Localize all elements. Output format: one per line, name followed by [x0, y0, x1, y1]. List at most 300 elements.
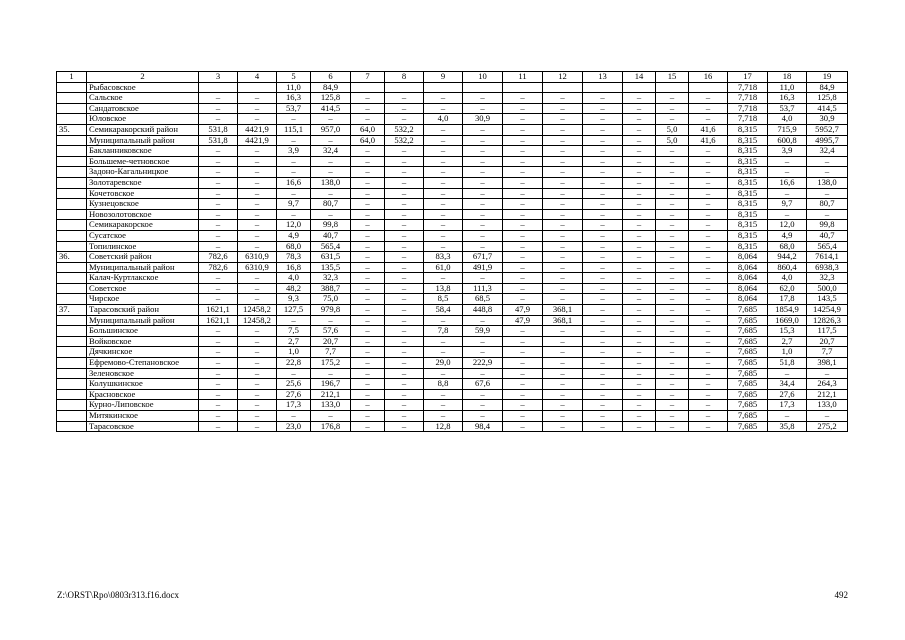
- row-label: Войковское: [87, 336, 199, 347]
- table-cell: 6938,3: [807, 262, 848, 273]
- table-cell: 30,9: [807, 114, 848, 125]
- row-label: Сандатовское: [87, 103, 199, 114]
- table-cell: –: [311, 156, 351, 167]
- table-cell: –: [199, 199, 238, 210]
- table-cell: 8,315: [728, 146, 768, 157]
- table-cell: –: [623, 124, 656, 135]
- table-cell: –: [656, 273, 689, 284]
- table-cell: –: [656, 220, 689, 231]
- table-cell: –: [689, 220, 728, 231]
- table-cell: 491,9: [463, 262, 503, 273]
- table-cell: 75,0: [311, 294, 351, 305]
- table-cell: –: [689, 400, 728, 411]
- table-cell: –: [768, 188, 807, 199]
- column-header: 4: [238, 72, 277, 83]
- table-cell: 37.: [57, 305, 87, 316]
- table-cell: 7,718: [728, 93, 768, 104]
- table-cell: –: [351, 411, 385, 422]
- table-cell: –: [238, 114, 277, 125]
- table-cell: 7,685: [728, 379, 768, 390]
- table-cell: 20,7: [311, 336, 351, 347]
- table-cell: –: [277, 368, 311, 379]
- table-cell: –: [689, 294, 728, 305]
- table-cell: –: [277, 135, 311, 146]
- table-cell: 14254,9: [807, 305, 848, 316]
- table-cell: –: [543, 167, 583, 178]
- table-cell: –: [199, 220, 238, 231]
- table-row: [57, 146, 848, 157]
- table-cell: 4421,9: [238, 124, 277, 135]
- table-cell: –: [623, 389, 656, 400]
- table-cell: –: [199, 283, 238, 294]
- row-label: Топилинское: [87, 241, 199, 252]
- table-cell: 8,5: [424, 294, 463, 305]
- column-header: 1: [57, 72, 87, 83]
- table-cell: –: [238, 283, 277, 294]
- table-cell: –: [424, 156, 463, 167]
- table-cell: –: [583, 411, 623, 422]
- table-cell: –: [583, 199, 623, 210]
- table-cell: 4,0: [768, 114, 807, 125]
- table-cell: –: [503, 262, 543, 273]
- table-cell: 99,8: [807, 220, 848, 231]
- table-cell: [57, 220, 87, 231]
- table-cell: –: [656, 177, 689, 188]
- table-cell: 12,8: [424, 421, 463, 432]
- table-cell: 2,7: [768, 336, 807, 347]
- table-cell: –: [238, 230, 277, 241]
- table-cell: –: [689, 262, 728, 273]
- table-cell: 16,3: [768, 93, 807, 104]
- table-cell: –: [424, 103, 463, 114]
- table-cell: 388,7: [311, 283, 351, 294]
- table-cell: 196,7: [311, 379, 351, 390]
- table-cell: –: [238, 146, 277, 157]
- table-cell: –: [623, 93, 656, 104]
- table-cell: –: [689, 199, 728, 210]
- table-cell: 7,5: [277, 326, 311, 337]
- table-cell: –: [277, 315, 311, 326]
- table-cell: 67,6: [463, 379, 503, 390]
- table-cell: –: [463, 315, 503, 326]
- table-cell: 8,315: [728, 177, 768, 188]
- table-cell: –: [656, 400, 689, 411]
- table-cell: –: [656, 209, 689, 220]
- table-cell: 32,3: [807, 273, 848, 284]
- table-cell: –: [656, 230, 689, 241]
- table-cell: 8,315: [728, 220, 768, 231]
- table-cell: 11,0: [768, 82, 807, 93]
- row-label: Муниципальный район: [87, 135, 199, 146]
- table-cell: –: [623, 103, 656, 114]
- table-cell: –: [503, 389, 543, 400]
- table-cell: [57, 326, 87, 337]
- table-row: [57, 294, 848, 305]
- table-cell: –: [656, 103, 689, 114]
- table-cell: 7,685: [728, 336, 768, 347]
- table-cell: 40,7: [311, 230, 351, 241]
- table-cell: 143,5: [807, 294, 848, 305]
- table-cell: –: [311, 209, 351, 220]
- table-cell: –: [583, 326, 623, 337]
- table-cell: –: [543, 347, 583, 358]
- table-cell: [57, 167, 87, 178]
- table-cell: [57, 273, 87, 284]
- table-cell: [57, 336, 87, 347]
- table-cell: 32,4: [311, 146, 351, 157]
- table-cell: –: [768, 368, 807, 379]
- table-cell: –: [351, 421, 385, 432]
- table-cell: 671,7: [463, 252, 503, 263]
- table-cell: –: [689, 336, 728, 347]
- table-cell: –: [238, 177, 277, 188]
- table-cell: –: [807, 167, 848, 178]
- table-row: [57, 411, 848, 422]
- table-cell: [385, 82, 424, 93]
- row-label: Ефремово-Степановское: [87, 358, 199, 369]
- column-header: 10: [463, 72, 503, 83]
- table-cell: –: [543, 411, 583, 422]
- table-cell: –: [583, 283, 623, 294]
- table-cell: –: [463, 93, 503, 104]
- table-row: [57, 82, 848, 93]
- table-cell: –: [689, 305, 728, 316]
- table-cell: –: [351, 389, 385, 400]
- table-cell: –: [385, 252, 424, 263]
- table-cell: –: [543, 135, 583, 146]
- table-cell: –: [351, 177, 385, 188]
- table-cell: 4,9: [768, 230, 807, 241]
- table-cell: 59,9: [463, 326, 503, 337]
- table-cell: 135,5: [311, 262, 351, 273]
- table-cell: 17,3: [768, 400, 807, 411]
- table-cell: 5,0: [656, 124, 689, 135]
- table-cell: –: [463, 124, 503, 135]
- table-cell: –: [623, 315, 656, 326]
- table-cell: –: [543, 93, 583, 104]
- row-label: Задоно-Кагальницкое: [87, 167, 199, 178]
- table-cell: –: [623, 199, 656, 210]
- table-cell: –: [424, 146, 463, 157]
- table-cell: –: [351, 156, 385, 167]
- table-cell: –: [503, 411, 543, 422]
- row-label: Тарасовский район: [87, 305, 199, 316]
- table-cell: 7,718: [728, 82, 768, 93]
- table-cell: –: [424, 209, 463, 220]
- table-cell: –: [583, 358, 623, 369]
- table-cell: –: [583, 262, 623, 273]
- table-cell: 448,8: [463, 305, 503, 316]
- table-cell: –: [656, 389, 689, 400]
- column-header: 13: [583, 72, 623, 83]
- table-cell: –: [199, 421, 238, 432]
- table-cell: –: [543, 389, 583, 400]
- table-cell: 7,685: [728, 358, 768, 369]
- table-cell: 631,5: [311, 252, 351, 263]
- table-cell: –: [623, 294, 656, 305]
- table-cell: –: [656, 188, 689, 199]
- row-label: Семикаракорский район: [87, 124, 199, 135]
- row-label: Кузнецовское: [87, 199, 199, 210]
- table-cell: –: [238, 188, 277, 199]
- table-row: [57, 135, 848, 146]
- table-cell: –: [503, 283, 543, 294]
- table-cell: 115,1: [277, 124, 311, 135]
- table-cell: –: [543, 421, 583, 432]
- row-label: Чирское: [87, 294, 199, 305]
- table-cell: 7,685: [728, 389, 768, 400]
- table-cell: 7,718: [728, 103, 768, 114]
- table-cell: –: [385, 241, 424, 252]
- table-row: [57, 326, 848, 337]
- column-header: 11: [503, 72, 543, 83]
- table-cell: –: [385, 188, 424, 199]
- table-cell: –: [689, 103, 728, 114]
- table-cell: –: [689, 209, 728, 220]
- table-cell: –: [463, 241, 503, 252]
- table-cell: –: [503, 294, 543, 305]
- table-cell: –: [768, 411, 807, 422]
- table-cell: 11,0: [277, 82, 311, 93]
- table-cell: 782,6: [199, 252, 238, 263]
- table-cell: –: [503, 146, 543, 157]
- table-cell: –: [351, 262, 385, 273]
- row-label: Тарасовское: [87, 421, 199, 432]
- table-cell: 4995,7: [807, 135, 848, 146]
- table-cell: 20,7: [807, 336, 848, 347]
- table-cell: 175,2: [311, 358, 351, 369]
- table-cell: 41,6: [689, 124, 728, 135]
- table-cell: 133,0: [807, 400, 848, 411]
- table-cell: –: [543, 146, 583, 157]
- table-cell: –: [543, 114, 583, 125]
- table-cell: 47,9: [503, 315, 543, 326]
- table-row: [57, 315, 848, 326]
- table-cell: –: [424, 230, 463, 241]
- table-cell: 368,1: [543, 305, 583, 316]
- table-row: [57, 93, 848, 104]
- table-cell: –: [199, 347, 238, 358]
- table-cell: 500,0: [807, 283, 848, 294]
- table-cell: –: [385, 146, 424, 157]
- table-cell: 531,8: [199, 124, 238, 135]
- table-cell: –: [351, 241, 385, 252]
- table-cell: –: [311, 368, 351, 379]
- table-cell: –: [463, 389, 503, 400]
- table-cell: 8,315: [728, 188, 768, 199]
- table-cell: 1621,1: [199, 305, 238, 316]
- column-header: 16: [689, 72, 728, 83]
- table-cell: 222,9: [463, 358, 503, 369]
- table-cell: –: [583, 273, 623, 284]
- table-cell: –: [503, 177, 543, 188]
- table-cell: –: [424, 135, 463, 146]
- table-row: [57, 103, 848, 114]
- table-row: [57, 241, 848, 252]
- table-cell: 4,0: [277, 273, 311, 284]
- table-cell: 264,3: [807, 379, 848, 390]
- table-cell: 16,6: [768, 177, 807, 188]
- table-cell: 7,8: [424, 326, 463, 337]
- table-cell: –: [277, 188, 311, 199]
- table-cell: –: [385, 103, 424, 114]
- table-cell: –: [463, 230, 503, 241]
- table-cell: 22,8: [277, 358, 311, 369]
- table-cell: –: [503, 135, 543, 146]
- table-cell: –: [503, 241, 543, 252]
- table-cell: –: [503, 93, 543, 104]
- table-cell: [57, 114, 87, 125]
- column-header: 5: [277, 72, 311, 83]
- table-cell: –: [583, 368, 623, 379]
- table-cell: 83,3: [424, 252, 463, 263]
- table-cell: –: [503, 230, 543, 241]
- table-cell: –: [689, 156, 728, 167]
- table-cell: –: [623, 252, 656, 263]
- column-header: 2: [87, 72, 199, 83]
- table-cell: 27,6: [277, 389, 311, 400]
- table-cell: [623, 82, 656, 93]
- table-cell: –: [583, 103, 623, 114]
- table-cell: –: [583, 294, 623, 305]
- table-cell: –: [385, 262, 424, 273]
- table-cell: [57, 135, 87, 146]
- table-cell: 1,0: [768, 347, 807, 358]
- table-cell: 212,1: [807, 389, 848, 400]
- table-cell: –: [385, 220, 424, 231]
- table-cell: –: [385, 177, 424, 188]
- table-cell: –: [689, 93, 728, 104]
- table-cell: –: [583, 220, 623, 231]
- table-cell: –: [199, 273, 238, 284]
- table-cell: [57, 421, 87, 432]
- table-cell: 7,685: [728, 421, 768, 432]
- table-cell: –: [199, 146, 238, 157]
- table-cell: 80,7: [807, 199, 848, 210]
- table-cell: [57, 294, 87, 305]
- table-cell: 3,9: [768, 146, 807, 157]
- table-cell: –: [583, 93, 623, 104]
- table-cell: –: [238, 421, 277, 432]
- table-row: [57, 252, 848, 263]
- table-cell: [583, 82, 623, 93]
- table-cell: –: [689, 368, 728, 379]
- table-cell: –: [656, 262, 689, 273]
- table-cell: –: [543, 209, 583, 220]
- table-cell: –: [623, 347, 656, 358]
- table-cell: –: [463, 146, 503, 157]
- table-row: [57, 400, 848, 411]
- table-cell: –: [656, 379, 689, 390]
- table-cell: –: [199, 358, 238, 369]
- table-row: [57, 305, 848, 316]
- table-cell: –: [623, 400, 656, 411]
- table-cell: –: [277, 156, 311, 167]
- table-cell: 8,315: [728, 124, 768, 135]
- table-cell: 7,685: [728, 305, 768, 316]
- table-cell: [57, 230, 87, 241]
- table-cell: 99,8: [311, 220, 351, 231]
- table-cell: –: [385, 156, 424, 167]
- table-cell: –: [583, 252, 623, 263]
- table-cell: 68,0: [768, 241, 807, 252]
- table-cell: 860,4: [768, 262, 807, 273]
- table-cell: –: [543, 283, 583, 294]
- table-cell: –: [623, 326, 656, 337]
- table-cell: –: [623, 188, 656, 199]
- table-cell: [463, 82, 503, 93]
- table-cell: [57, 379, 87, 390]
- table-cell: 600,8: [768, 135, 807, 146]
- table-cell: –: [807, 368, 848, 379]
- table-cell: [57, 400, 87, 411]
- table-cell: 212,1: [311, 389, 351, 400]
- row-label: Муниципальный район: [87, 315, 199, 326]
- table-cell: [57, 199, 87, 210]
- column-header: 12: [543, 72, 583, 83]
- table-cell: –: [351, 326, 385, 337]
- table-cell: –: [351, 230, 385, 241]
- table-cell: [503, 82, 543, 93]
- table-cell: 35.: [57, 124, 87, 135]
- table-row: [57, 421, 848, 432]
- table-cell: –: [424, 177, 463, 188]
- table-cell: –: [199, 241, 238, 252]
- table-cell: –: [503, 368, 543, 379]
- table-cell: –: [311, 188, 351, 199]
- table-cell: 16,6: [277, 177, 311, 188]
- table-cell: –: [623, 421, 656, 432]
- table-cell: –: [543, 368, 583, 379]
- table-cell: –: [351, 400, 385, 411]
- table-cell: –: [583, 135, 623, 146]
- table-cell: –: [238, 411, 277, 422]
- table-cell: 715,9: [768, 124, 807, 135]
- table-cell: –: [424, 368, 463, 379]
- table-cell: –: [583, 156, 623, 167]
- table-cell: –: [199, 400, 238, 411]
- file-path: Z:\ORST\Rpo\0803r313.f16.docx: [57, 590, 179, 600]
- table-cell: –: [199, 188, 238, 199]
- table-cell: –: [463, 400, 503, 411]
- table-cell: 7,685: [728, 315, 768, 326]
- row-label: Муниципальный район: [87, 262, 199, 273]
- table-row: [57, 283, 848, 294]
- table-cell: 23,0: [277, 421, 311, 432]
- table-cell: –: [238, 103, 277, 114]
- table-cell: –: [656, 156, 689, 167]
- table-cell: –: [689, 347, 728, 358]
- row-label: Рыбасовское: [87, 82, 199, 93]
- table-cell: 275,2: [807, 421, 848, 432]
- table-cell: –: [623, 209, 656, 220]
- table-cell: –: [199, 230, 238, 241]
- table-cell: –: [503, 421, 543, 432]
- table-cell: –: [424, 241, 463, 252]
- table-row: [57, 336, 848, 347]
- table-cell: 12,0: [277, 220, 311, 231]
- table-cell: –: [463, 188, 503, 199]
- table-cell: 9,7: [277, 199, 311, 210]
- table-cell: 7,685: [728, 411, 768, 422]
- table-cell: –: [385, 230, 424, 241]
- table-cell: –: [385, 167, 424, 178]
- table-cell: 12,0: [768, 220, 807, 231]
- table-cell: 17,8: [768, 294, 807, 305]
- table-cell: –: [807, 411, 848, 422]
- table-cell: 531,8: [199, 135, 238, 146]
- table-cell: 3,9: [277, 146, 311, 157]
